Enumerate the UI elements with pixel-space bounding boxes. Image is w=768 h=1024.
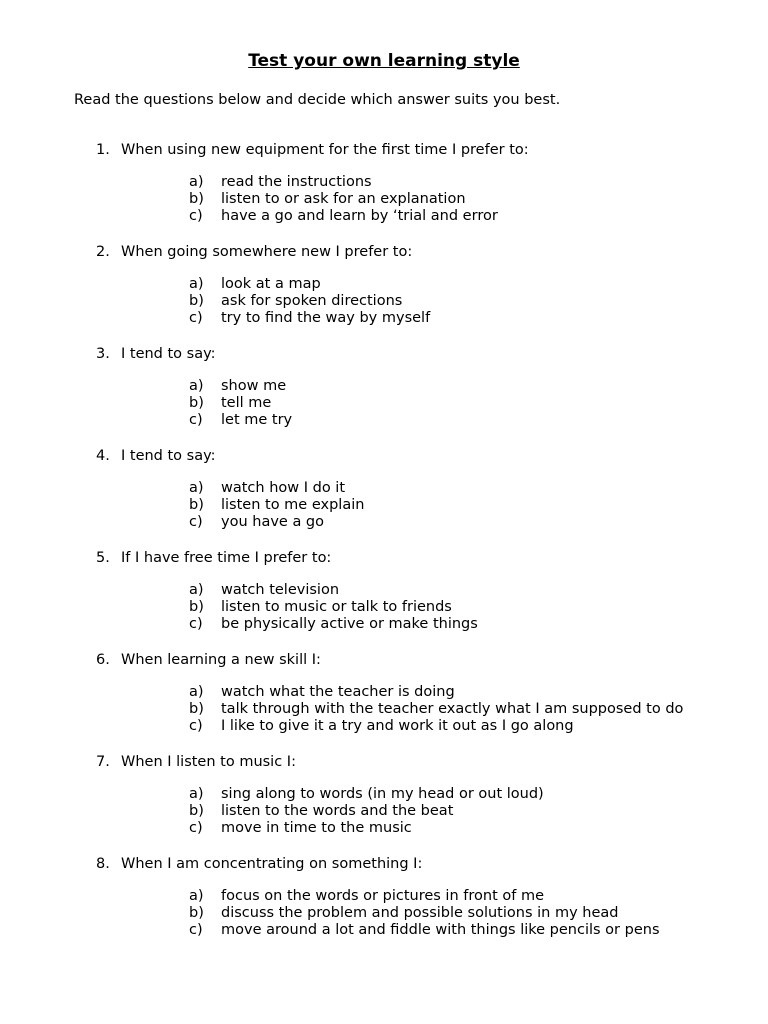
answer-options	[189, 582, 699, 633]
answer-option	[189, 497, 699, 514]
option-text: listen to me explain	[221, 497, 365, 513]
option-letter: a)	[189, 684, 204, 700]
option-text: move around a lot and fiddle with things like pencils or pens	[221, 922, 660, 938]
option-text: look at a map	[221, 276, 321, 292]
option-letter: b)	[189, 803, 204, 819]
question-item	[96, 242, 716, 327]
question-item	[96, 140, 716, 225]
answer-option	[189, 191, 699, 208]
answer-option	[189, 599, 699, 616]
answer-option	[189, 582, 699, 599]
option-letter: c)	[189, 310, 203, 326]
question-item	[96, 548, 716, 633]
option-letter: a)	[189, 378, 204, 394]
question-number: 6.	[96, 652, 110, 668]
answer-option	[189, 820, 699, 837]
question-list	[96, 140, 716, 956]
option-text: show me	[221, 378, 287, 394]
option-text: watch television	[221, 582, 340, 598]
question-text: If I have free time I prefer to:	[121, 550, 332, 566]
question-item	[96, 752, 716, 837]
answer-options	[189, 378, 699, 429]
question-item	[96, 854, 716, 939]
question-line	[96, 140, 716, 160]
option-letter: b)	[189, 599, 204, 615]
question-line	[96, 752, 716, 772]
answer-options	[189, 480, 699, 531]
question-number: 8.	[96, 856, 110, 872]
option-text: let me try	[221, 412, 293, 428]
option-letter: b)	[189, 497, 204, 513]
option-text: tell me	[221, 395, 272, 411]
question-number: 5.	[96, 550, 110, 566]
option-text: try to find the way by myself	[221, 310, 431, 326]
option-text: listen to or ask for an explanation	[221, 191, 466, 207]
option-text: watch what the teacher is doing	[221, 684, 455, 700]
answer-option	[189, 208, 699, 225]
option-text: focus on the words or pictures in front of me	[221, 888, 544, 904]
question-line	[96, 242, 716, 262]
answer-option	[189, 718, 699, 735]
answer-options	[189, 174, 699, 225]
answer-option	[189, 616, 699, 633]
option-letter: b)	[189, 191, 204, 207]
option-text: sing along to words (in my head or out loud)	[221, 786, 544, 802]
question-number: 2.	[96, 244, 110, 260]
option-letter: b)	[189, 395, 204, 411]
option-letter: c)	[189, 616, 203, 632]
option-text: I like to give it a try and work it out as I go along	[221, 718, 574, 734]
question-text: When learning a new skill I:	[121, 652, 321, 668]
answer-options	[189, 276, 699, 327]
answer-option	[189, 684, 699, 701]
question-line	[96, 446, 716, 466]
option-text: be physically active or make things	[221, 616, 478, 632]
option-letter: c)	[189, 412, 203, 428]
option-letter: b)	[189, 905, 204, 921]
answer-option	[189, 922, 699, 939]
option-letter: b)	[189, 293, 204, 309]
answer-option	[189, 412, 699, 429]
option-text: listen to the words and the beat	[221, 803, 454, 819]
question-text: When I listen to music I:	[121, 754, 296, 770]
question-number: 4.	[96, 448, 110, 464]
answer-option	[189, 905, 699, 922]
answer-option	[189, 514, 699, 531]
question-text: When going somewhere new I prefer to:	[121, 244, 413, 260]
question-line	[96, 548, 716, 568]
answer-option	[189, 276, 699, 293]
answer-option	[189, 378, 699, 395]
option-letter: c)	[189, 718, 203, 734]
option-letter: a)	[189, 786, 204, 802]
answer-option	[189, 888, 699, 905]
answer-option	[189, 293, 699, 310]
question-text: I tend to say:	[121, 346, 216, 362]
answer-option	[189, 701, 699, 718]
option-text: talk through with the teacher exactly what I am supposed to do	[221, 701, 684, 717]
question-line	[96, 650, 716, 670]
question-item	[96, 446, 716, 531]
option-text: ask for spoken directions	[221, 293, 403, 309]
question-text: I tend to say:	[121, 448, 216, 464]
option-letter: a)	[189, 888, 204, 904]
answer-options	[189, 684, 699, 735]
question-line	[96, 344, 716, 364]
option-letter: c)	[189, 922, 203, 938]
option-text: watch how I do it	[221, 480, 346, 496]
question-number: 7.	[96, 754, 110, 770]
option-text: listen to music or talk to friends	[221, 599, 452, 615]
option-letter: a)	[189, 480, 204, 496]
answer-option	[189, 174, 699, 191]
answer-option	[189, 395, 699, 412]
option-text: you have a go	[221, 514, 325, 530]
question-text: When using new equipment for the first time I prefer to:	[121, 142, 529, 158]
option-letter: c)	[189, 208, 203, 224]
answer-option	[189, 480, 699, 497]
option-text: move in time to the music	[221, 820, 412, 836]
intro-text: Read the questions below and decide which answer suits you best.	[74, 92, 561, 108]
answer-option	[189, 803, 699, 820]
question-text: When I am concentrating on something I:	[121, 856, 423, 872]
option-letter: c)	[189, 820, 203, 836]
option-letter: a)	[189, 276, 204, 292]
question-item	[96, 650, 716, 735]
option-letter: a)	[189, 174, 204, 190]
question-line	[96, 854, 716, 874]
question-number: 1.	[96, 142, 110, 158]
option-text: read the instructions	[221, 174, 372, 190]
answer-options	[189, 888, 699, 939]
answer-options	[189, 786, 699, 837]
option-letter: b)	[189, 701, 204, 717]
question-number: 3.	[96, 346, 110, 362]
question-item	[96, 344, 716, 429]
option-letter: a)	[189, 582, 204, 598]
option-text: have a go and learn by ‘trial and error	[221, 208, 498, 224]
option-letter: c)	[189, 514, 203, 530]
answer-option	[189, 310, 699, 327]
option-text: discuss the problem and possible solutions in my head	[221, 905, 619, 921]
page-title: Test your own learning style	[248, 51, 520, 71]
answer-option	[189, 786, 699, 803]
